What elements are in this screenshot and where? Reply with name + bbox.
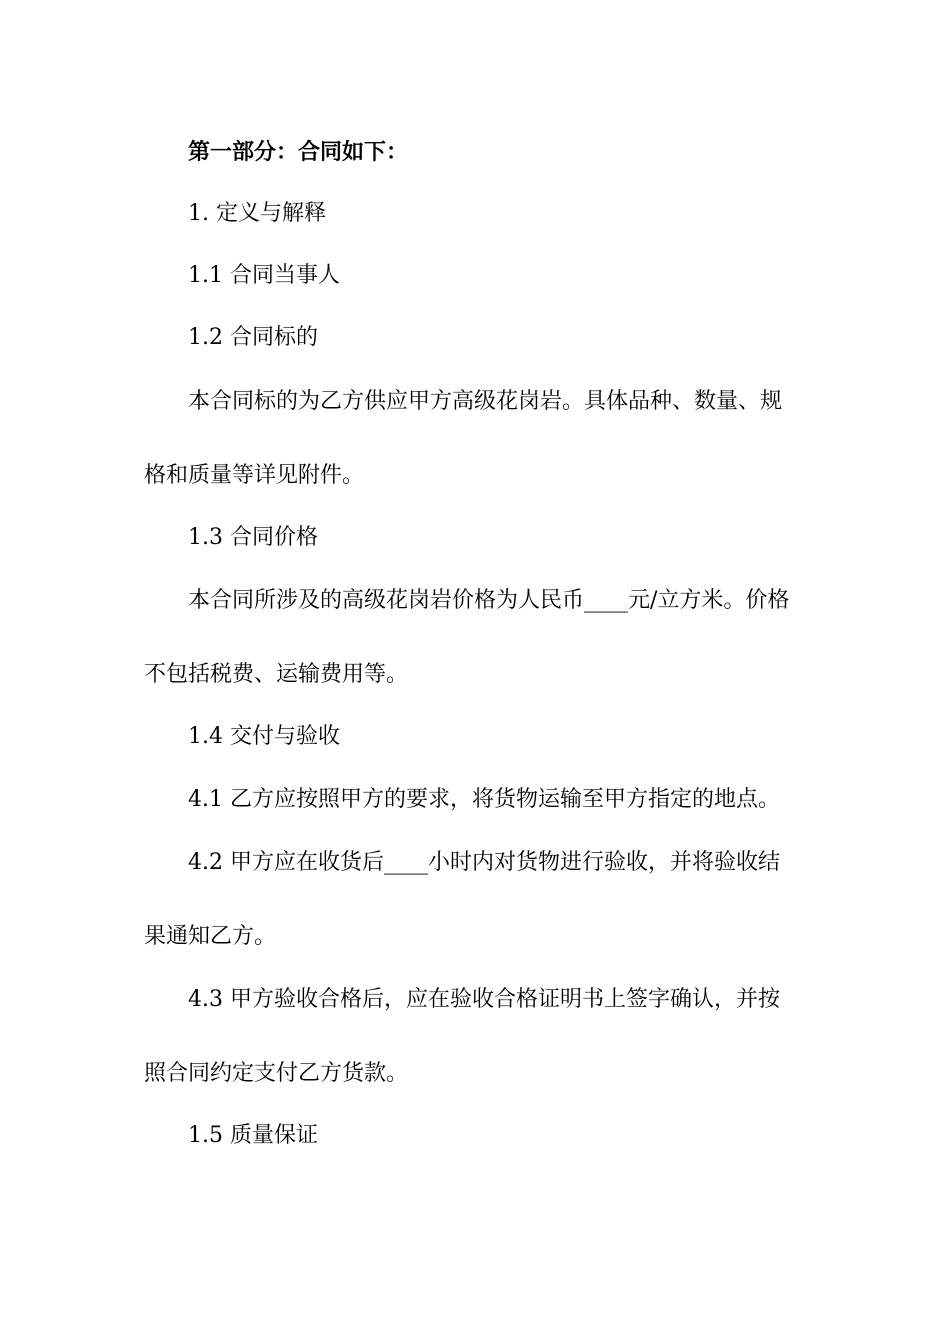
- clause-1-4-title: 1.4 交付与验收: [188, 724, 340, 749]
- clause-1-1-title: 1.1 合同当事人: [188, 263, 340, 288]
- clause-4-3: 4.3 甲方验收合格后，应在验收合格证明书上签字确认，并按: [188, 987, 780, 1012]
- paragraph-line: 照合同约定支付乙方货款。: [144, 1061, 409, 1086]
- paragraph-line: 本合同所涉及的高级花岗岩价格为人民币____元/立方米。价格: [188, 588, 790, 613]
- clause-4-1: 4.1 乙方应按照甲方的要求，将货物运输至甲方指定的地点。: [188, 787, 780, 812]
- paragraph-line: 本合同标的为乙方供应甲方高级花岗岩。具体品种、数量、规: [188, 389, 783, 414]
- clause-1-title: 1. 定义与解释: [188, 201, 326, 226]
- clause-4-2: 4.2 甲方应在收货后____小时内对货物进行验收，并将验收结: [188, 850, 780, 875]
- paragraph-line: 格和质量等详见附件。: [144, 463, 365, 488]
- paragraph-line: 不包括税费、运输费用等。: [144, 662, 409, 687]
- clause-1-2-title: 1.2 合同标的: [188, 325, 318, 350]
- clause-1-5-title: 1.5 质量保证: [188, 1123, 318, 1148]
- clause-1-3-title: 1.3 合同价格: [188, 525, 318, 550]
- paragraph-line: 果通知乙方。: [144, 924, 277, 949]
- section-heading: 第一部分：合同如下：: [188, 139, 409, 165]
